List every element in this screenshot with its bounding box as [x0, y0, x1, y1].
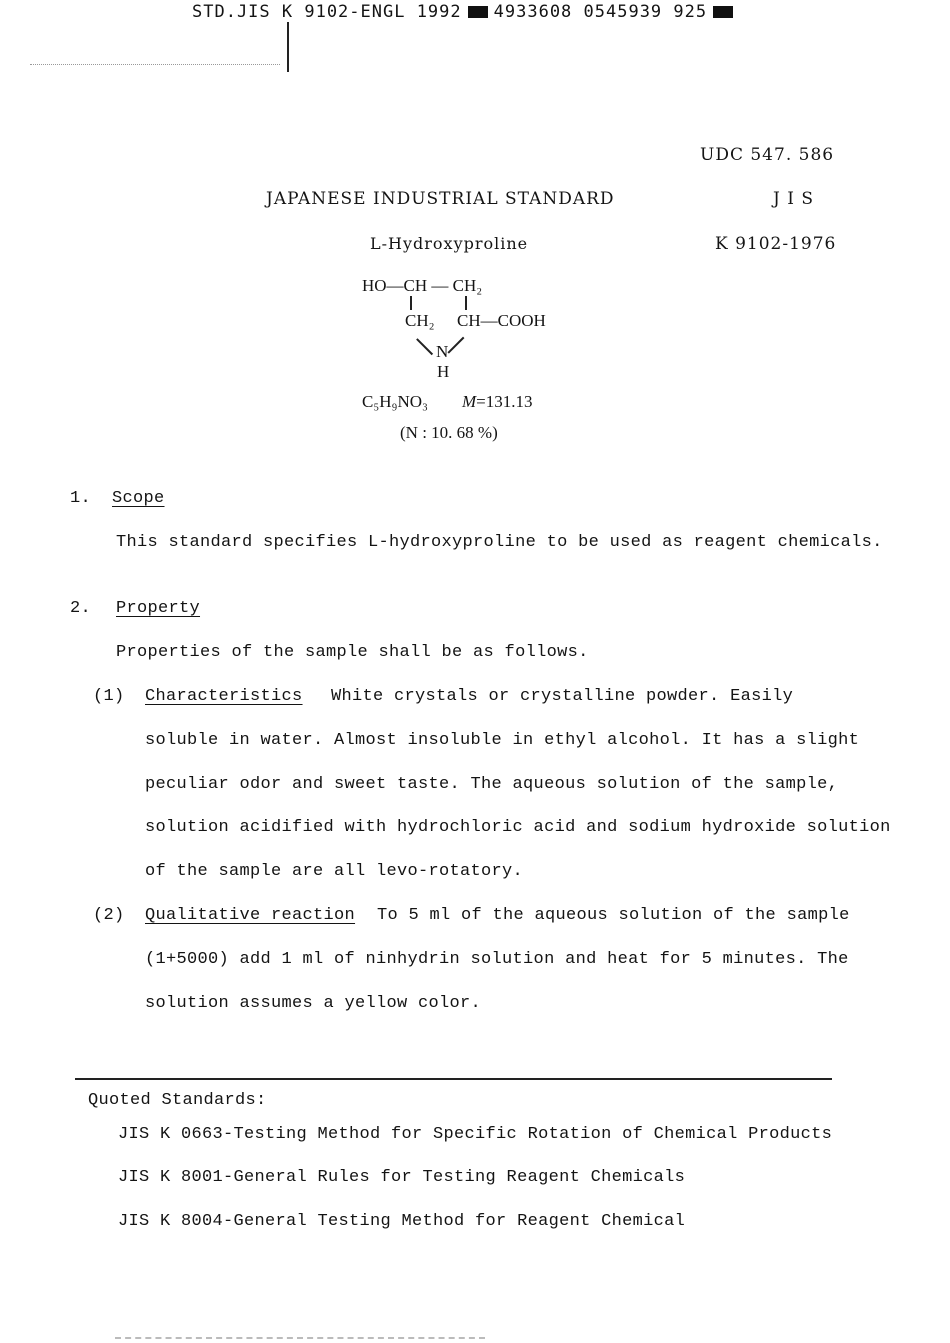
property-intro: Properties of the sample shall be as follows.: [116, 643, 589, 662]
compound-name: L-Hydroxyproline: [370, 234, 529, 253]
formula-left-group: CH₂: [405, 311, 435, 330]
mass-value: =131.13: [476, 392, 533, 411]
footnote-divider: [75, 1078, 832, 1080]
document-stamp: [192, 2, 739, 22]
characteristics-line: White crystals or crystalline powder. Easily: [331, 687, 794, 706]
reaction-line: (1+5000) add 1 ml of ninhydrin solution and heat for 5 minutes. The: [145, 950, 849, 969]
item-number: (1): [93, 687, 125, 706]
bond-line: [447, 337, 464, 354]
standard-number: K 9102-1976: [715, 234, 837, 254]
reaction-line: To 5 ml of the aqueous solution of the sample: [377, 906, 850, 925]
item-title-characteristics: Characteristics: [145, 687, 303, 706]
mass-symbol: M: [462, 392, 477, 411]
quoted-standards-heading: Quoted Standards:: [88, 1091, 267, 1110]
section-title-scope: Scope: [112, 489, 165, 508]
section-number: 1.: [70, 489, 92, 508]
item-title-qualitative-reaction: Qualitative reaction: [145, 906, 356, 925]
formula-hydrogen: H: [437, 362, 450, 381]
stamp-code: STD.JIS K 9102-ENGL 1992: [192, 2, 462, 22]
quoted-standard-item: JIS K 0663-Testing Method for Specific Rotation of Chemical Products: [118, 1125, 833, 1144]
section-number: 2.: [70, 599, 92, 618]
stamp-serial: 4933608 0545939 925: [493, 2, 708, 22]
scan-artifact: [115, 1337, 485, 1339]
bond-line: [465, 296, 467, 310]
formula-right-group: CH—COOH: [457, 311, 546, 330]
nitrogen-content: (N : 10. 68 %): [400, 423, 498, 442]
characteristics-line: solution acidified with hydrochloric acid and sodium hydroxide solution: [145, 818, 891, 837]
section-title-property: Property: [116, 599, 201, 618]
scope-text: This standard specifies L-hydroxyproline to be used as reagent chemicals.: [116, 533, 883, 552]
page-title: JAPANESE INDUSTRIAL STANDARD: [266, 189, 615, 209]
bond-line: [416, 338, 433, 355]
quoted-standard-item: JIS K 8004-General Testing Method for Reagent Chemical: [118, 1212, 686, 1231]
item-number: (2): [93, 906, 125, 925]
bond-line: [410, 296, 412, 310]
molecular-mass: [462, 392, 533, 412]
udc-code: UDC 547. 586: [700, 145, 835, 165]
jis-label: J I S: [773, 189, 814, 209]
margin-line: [287, 22, 289, 72]
black-block-icon: [713, 6, 733, 18]
quoted-standard-item: JIS K 8001-General Rules for Testing Reagent Chemicals: [118, 1168, 686, 1187]
characteristics-line: soluble in water. Almost insoluble in ethyl alcohol. It has a slight: [145, 731, 860, 750]
black-block-icon: [468, 6, 488, 18]
reaction-line: solution assumes a yellow color.: [145, 994, 482, 1013]
molecular-formula: C₅H₉NO₃: [362, 392, 428, 411]
characteristics-line: peculiar odor and sweet taste. The aqueous solution of the sample,: [145, 775, 839, 794]
formula-top-row: HO—CH — CH₂: [362, 276, 483, 295]
characteristics-line: of the sample are all levo-rotatory.: [145, 862, 524, 881]
scan-artifact: [30, 64, 280, 65]
formula-nitrogen: N: [436, 342, 449, 361]
